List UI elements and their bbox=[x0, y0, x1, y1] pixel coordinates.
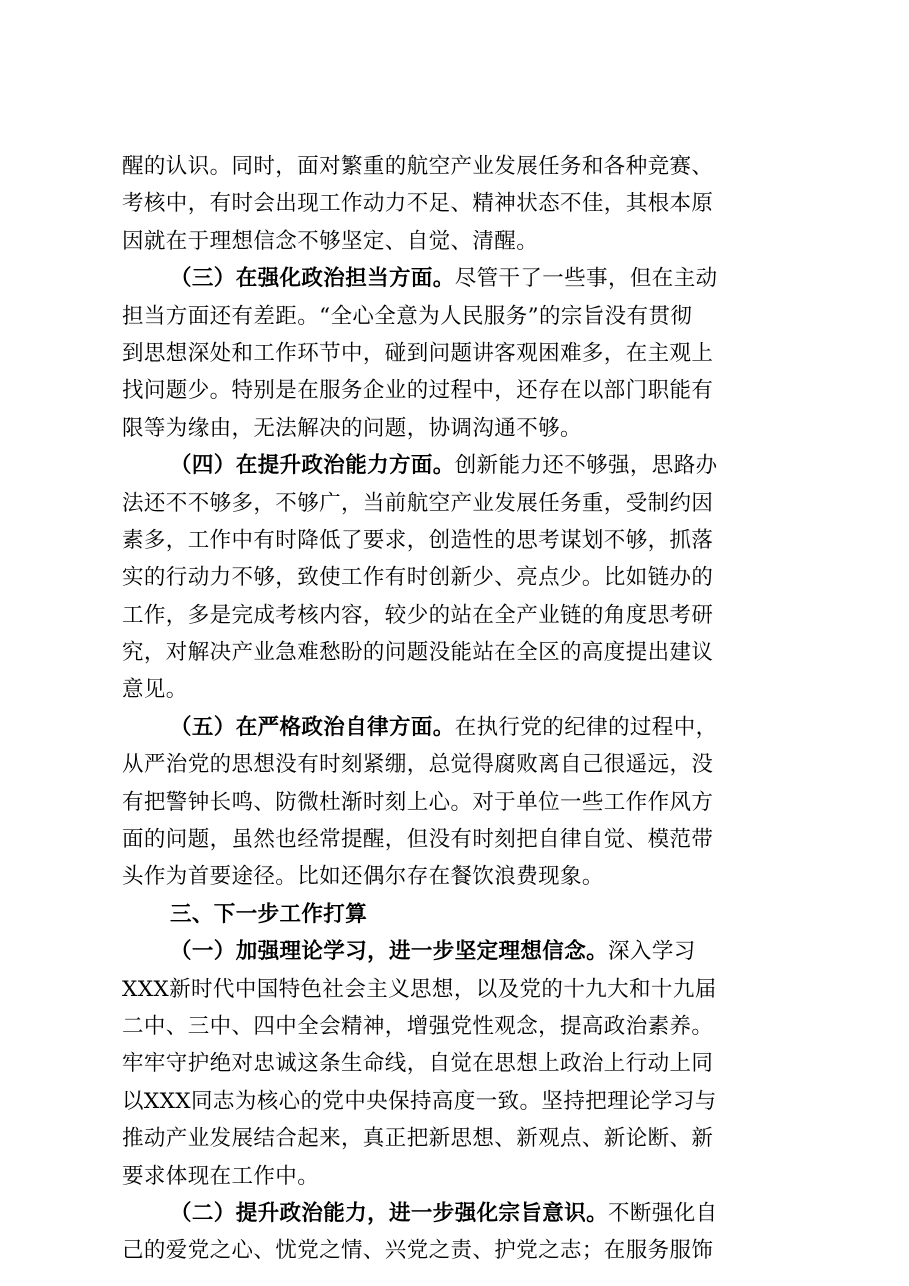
text-line: 面的问题，虽然也经常提醒，但没有时刻把自律自觉、模范带 bbox=[122, 827, 714, 853]
text-line: 醒的认识。同时，面对繁重的航空产业发展任务和各种竞赛、 bbox=[122, 154, 714, 179]
section-heading: 三、下一步工作打算 bbox=[170, 901, 368, 927]
text-line: 究，对解决产业急难愁盼的问题没能站在全区的高度提出建议 bbox=[122, 640, 714, 666]
text-line: 推动产业发展结合起来，真正把新思想、新观点、新论断、新 bbox=[122, 1126, 714, 1152]
text-line: 以XXX同志为核心的党中央保持高度一致。坚持把理论学习与 bbox=[122, 1088, 717, 1114]
paragraph-lead: （三）在强化政治担当方面。 bbox=[170, 266, 455, 292]
text-line: 找问题少。特别是在服务企业的过程中，还存在以部门职能有 bbox=[122, 378, 714, 404]
text-line: 头作为首要途径。比如还偶尔存在餐饮浪费现象。 bbox=[122, 864, 604, 890]
text-line: 二中、三中、四中全会精神，增强党性观念，提高政治素养。 bbox=[122, 1013, 714, 1039]
text-line: 限等为缘由，无法解决的问题，协调沟通不够。 bbox=[122, 415, 582, 441]
paragraph-start-line: （三）在强化政治担当方面。尽管干了一些事，但在主动 bbox=[170, 266, 718, 292]
paragraph-start-line: （五）在严格政治自律方面。在执行党的纪律的过程中， bbox=[170, 714, 718, 740]
paragraph-lead: （二）提升政治能力，进一步强化宗旨意识。 bbox=[170, 1200, 609, 1226]
text-line: 有把警钟长鸣、防微杜渐时刻上心。对于单位一些工作作风方 bbox=[122, 789, 714, 815]
text-line: 要求体现在工作中。 bbox=[122, 1163, 320, 1189]
paragraph-start-line: （四）在提升政治能力方面。创新能力还不够强，思路办 bbox=[170, 453, 718, 479]
text-line: 因就在于理想信念不够坚定、自觉、清醒。 bbox=[122, 228, 539, 254]
text-line: 己的爱党之心、忧党之情、兴党之责、护党之志；在服务服饰 bbox=[122, 1238, 714, 1264]
text-line: 法还不不够多，不够广，当前航空产业发展任务重，受制约因 bbox=[122, 490, 714, 516]
text-line: 实的行动力不够，致使工作有时创新少、亮点少。比如链办的 bbox=[122, 565, 714, 591]
text-line: 意见。 bbox=[122, 677, 188, 703]
text-line: 到思想深处和工作环节中，碰到问题讲客观困难多，在主观上 bbox=[122, 340, 714, 366]
paragraph-lead: （四）在提升政治能力方面。 bbox=[170, 453, 455, 479]
text-line: 考核中，有时会出现工作动力不足、精神状态不佳，其根本原 bbox=[122, 191, 714, 217]
paragraph-start-line: （二）提升政治能力，进一步强化宗旨意识。不断强化自 bbox=[170, 1200, 718, 1226]
text-line: 担当方面还有差距。“全心全意为人民服务”的宗旨没有贯彻 bbox=[122, 303, 693, 329]
paragraph-lead: （五）在严格政治自律方面。 bbox=[170, 714, 455, 740]
paragraph-start-line: （一）加强理论学习，进一步坚定理想信念。深入学习 bbox=[170, 939, 696, 965]
paragraph-lead: （一）加强理论学习，进一步坚定理想信念。 bbox=[170, 939, 609, 965]
text-line: 素多，工作中有时降低了要求，创造性的思考谋划不够，抓落 bbox=[122, 527, 714, 553]
text-line: XXX新时代中国特色社会主义思想，以及党的十九大和十九届 bbox=[122, 976, 717, 1002]
document-body bbox=[122, 148, 794, 1270]
text-line: 牢牢守护绝对忠诚这条生命线，自觉在思想上政治上行动上同 bbox=[122, 1051, 714, 1077]
text-line: 工作，多是完成考核内容，较少的站在全产业链的角度思考研 bbox=[122, 602, 714, 628]
text-line: 从严治党的思想没有时刻紧绷，总觉得腐败离自己很遥远，没 bbox=[122, 752, 714, 778]
